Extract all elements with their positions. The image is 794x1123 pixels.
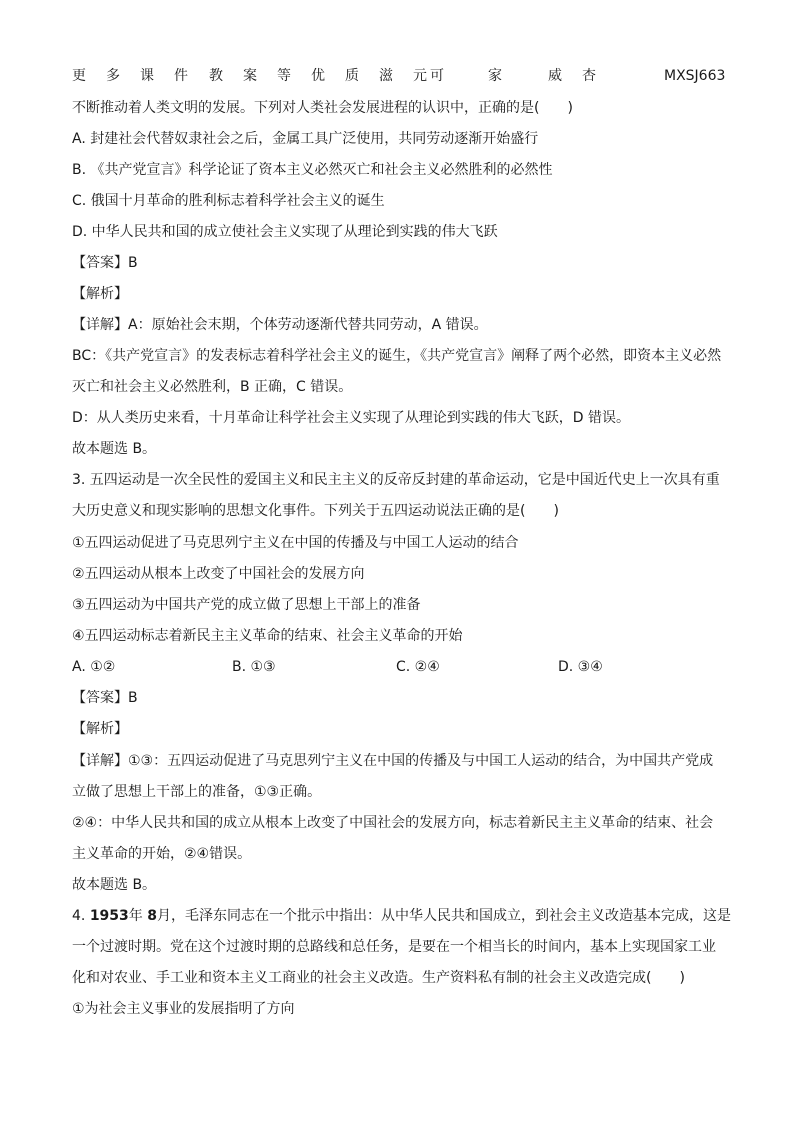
header-char: 更 — [72, 68, 86, 84]
q4-year-unit: 年 — [128, 908, 143, 924]
header-char: 杏 — [582, 68, 596, 84]
q3-item: ③五四运动为中国共产党的成立做了思想上干部上的准备 — [72, 597, 421, 613]
q3-options — [72, 657, 722, 677]
header-char: 可 — [430, 68, 444, 84]
q3-item: ④五四运动标志着新民主主义革命的结束、社会主义革命的开始 — [72, 628, 463, 644]
q3-analysis-line: ②④：中华人民共和国的成立从根本上改变了中国社会的发展方向，标志着新民主主义革命的结束、社会 — [72, 815, 714, 831]
q4-month: 8 — [147, 908, 157, 924]
q3-analysis-label: 【解析】 — [72, 721, 128, 737]
q3-conclusion: 故本题选 B。 — [72, 877, 157, 893]
header-char: 课 — [140, 68, 154, 84]
header-char: 家 — [488, 68, 502, 84]
q4-month-unit: 月 — [156, 908, 171, 924]
q4-item: ①为社会主义事业的发展指明了方向 — [72, 1001, 295, 1017]
header-char: 滋 — [379, 68, 393, 84]
header-char: 案 — [243, 68, 257, 84]
q3-stem-line: 大历史意义和现实影响的思想文化事件。下列关于五四运动说法正确的是( ) — [72, 503, 559, 519]
q3-option-b: B. ①③ — [232, 659, 276, 675]
q2-analysis-line: 灭亡和社会主义必然胜利，B 正确，C 错误。 — [72, 379, 353, 395]
q2-option-c: C. 俄国十月革命的胜利标志着科学社会主义的诞生 — [72, 193, 385, 209]
q3-analysis-line: 主义革命的开始，②④错误。 — [72, 846, 252, 862]
header-code: MXSJ663 — [664, 68, 726, 84]
q4-stem-line: 一个过渡时期。党在这个过渡时期的总路线和总任务，是要在一个相当长的时间内，基本上实现国家工业 — [72, 939, 716, 955]
header-char: 件 — [174, 68, 188, 84]
q2-option-d: D. 中华人民共和国的成立使社会主义实现了从理论到实践的伟大飞跃 — [72, 224, 498, 240]
q2-conclusion: 故本题选 B。 — [72, 441, 157, 457]
q4-stem-line: 化和对农业、手工业和资本主义工商业的社会主义改造。生产资料私有制的社会主义改造完成( ) — [72, 970, 685, 986]
page-header — [72, 66, 726, 86]
header-char: 等 — [277, 68, 291, 84]
q3-item: ①五四运动促进了马克思列宁主义在中国的传播及与中国工人运动的结合 — [72, 535, 519, 551]
q4-year: 1953 — [89, 908, 129, 924]
header-char: 教 — [209, 68, 223, 84]
q4-stem-first-line — [72, 906, 731, 926]
header-char: 多 — [106, 68, 120, 84]
header-char: 质 — [345, 68, 359, 84]
q3-analysis-line: 立做了思想上干部上的准备，①③正确。 — [72, 784, 322, 800]
q3-option-a: A. ①② — [72, 659, 116, 675]
q2-analysis-line: D：从人类历史来看，十月革命让科学社会主义实现了从理论到实践的伟大飞跃，D 错误。 — [72, 410, 631, 426]
header-char: 元 — [413, 68, 427, 84]
q2-analysis-line: BC：《共产党宣言》的发表标志着科学社会主义的诞生，《共产党宣言》阐释了两个必然，即资本主义必然 — [72, 348, 722, 364]
q2-analysis-line: 【详解】A：原始社会末期，个体劳动逐渐代替共同劳动，A 错误。 — [72, 317, 488, 333]
header-char: 优 — [311, 68, 325, 84]
q2-option-b: B. 《共产党宣言》科学论证了资本主义必然灭亡和社会主义必然胜利的必然性 — [72, 162, 553, 178]
q3-option-c: C. ②④ — [396, 659, 440, 675]
q2-option-a: A. 封建社会代替奴隶社会之后，金属工具广泛使用，共同劳动逐渐开始盛行 — [72, 131, 539, 147]
header-char: 威 — [548, 68, 562, 84]
q3-option-d: D. ③④ — [558, 659, 603, 675]
q3-answer: 【答案】B — [72, 690, 138, 706]
q3-item: ②五四运动从根本上改变了中国社会的发展方向 — [72, 566, 365, 582]
q3-analysis-line: 【详解】①③：五四运动促进了马克思列宁主义在中国的传播及与中国工人运动的结合，为中国共产党成 — [72, 753, 714, 769]
q2-stem: 不断推动着人类文明的发展。下列对人类社会发展进程的认识中，正确的是( ) — [72, 100, 573, 116]
q4-stem-text: ，毛泽东同志在一个批示中指出：从中华人民共和国成立，到社会主义改造基本完成，这是 — [170, 908, 731, 924]
q2-analysis-label: 【解析】 — [72, 286, 128, 302]
q3-stem-line: 3. 五四运动是一次全民性的爱国主义和民主主义的反帝反封建的革命运动，它是中国近代史上一次具有重 — [72, 472, 720, 488]
q2-answer: 【答案】B — [72, 255, 138, 271]
q4-number: 4. — [72, 908, 86, 924]
